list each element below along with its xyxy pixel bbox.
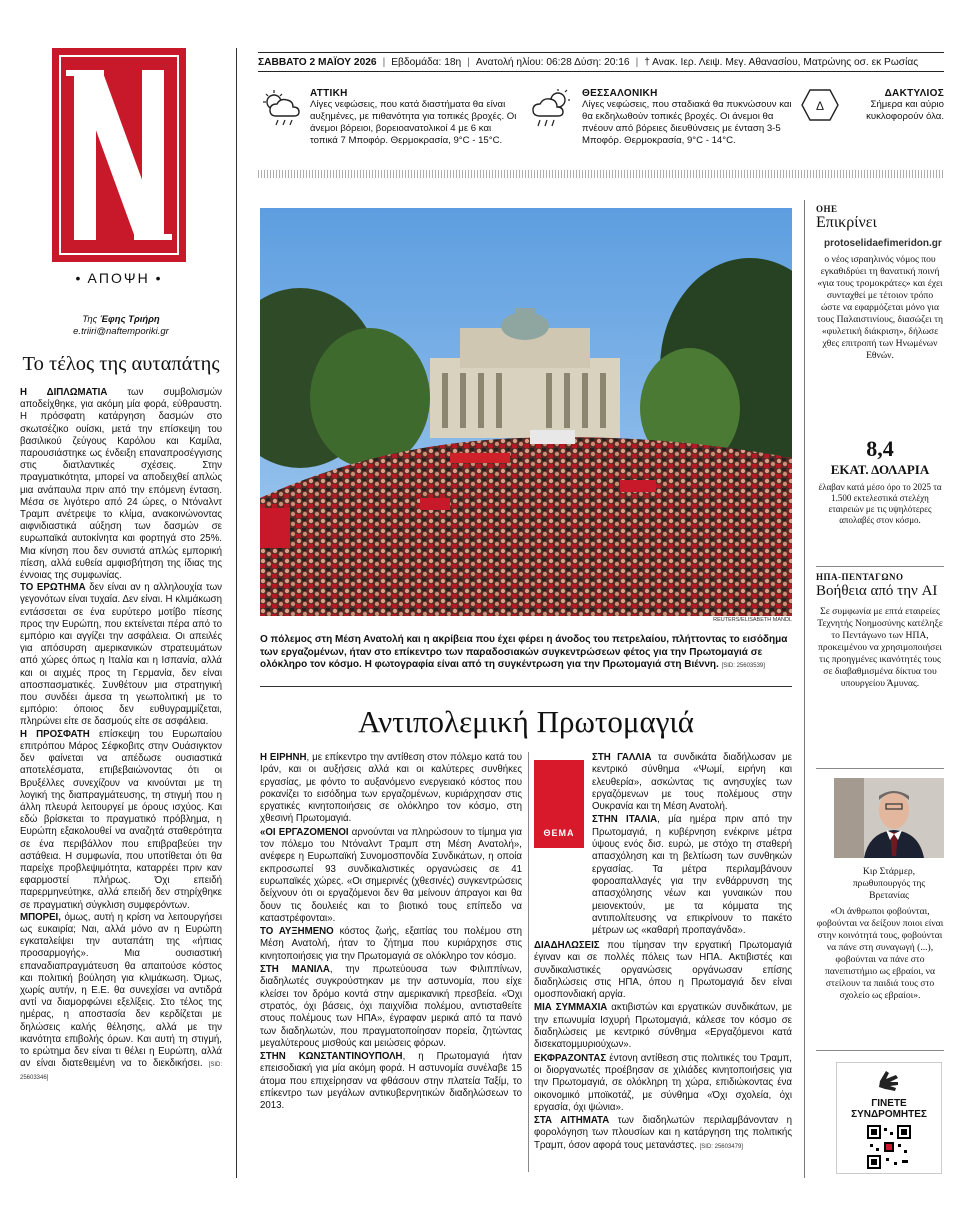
watermark: protoselidaefimeridon.gr bbox=[824, 238, 942, 249]
newspaper-logo bbox=[52, 48, 186, 262]
sidebar-headline: Επικρίνει bbox=[816, 214, 877, 231]
paragraph: ΣΤΑ ΑΙΤΗΜΑΤΑ των διαδηλωτών περιλαμβάνονταν η φορολόγηση των πλουσίων και η κατάργηση της πολιτικής Τραμπ, όσον αφορά τους μετανάστες. [SID: 25603479] bbox=[534, 1115, 792, 1151]
weather-city: ΑΤΤΙΚΗ bbox=[310, 88, 348, 99]
svg-text:Δ: Δ bbox=[815, 99, 825, 113]
ring-road-icon bbox=[800, 88, 840, 122]
paragraph: ΣΤΗ ΜΑΝΙΛΑ, την πρωτεύουσα των Φιλιππίνων, διαδηλωτές συγκρούστηκαν με την αστυνομία, που είχε κλείσει τον δρόμο κοντά στην αμερικανική πρεσβεία. «Όχι στρατός, όχι βάσεις, όχι παιχνίδια πολέμου, αντισταθείτε στους πολέμους των ΗΠΑ», έγραφαν μερικά από τα πανό των διαδηλωτών, που πραγματοποίησαν πορεία, ζητώντας μεγαλύτερους μισθούς και μειώσεις φόρων. bbox=[260, 964, 522, 1049]
author-name: Έφης Τριήρη bbox=[99, 314, 160, 325]
sidebar-text: Σε συμφωνία με επτά εταιρείες Τεχνητής Νοημοσύνης κατέληξε το Πεντάγωνο των ΗΠΑ, προκειμένου να χρησιμοποιήσει τις προηγμένες ικανότητές τους σε διαβαθμισμένα δίκτυα του υπουργείου Άμυνας. bbox=[817, 606, 943, 689]
topic-tag: ΘΕΜΑ bbox=[534, 760, 584, 848]
divider bbox=[816, 768, 944, 769]
sidebar-stat bbox=[816, 436, 944, 526]
paragraph: ΤΟ ΕΡΩΤΗΜΑ δεν είναι αν η αλληλουχία των γεγονότων είναι τυχαία. Δεν είναι. Η κλιμάκωση εντάσσεται σε ένα ευρύτερο μοτίβο πίεσης προς την Ευρώπη, που εκτείνεται πέρα από το εμπόριο και αγγίζει την ασφάλεια. Οι απειλές για απόσυρση αμερικανικών στρατευμάτων από χώρες όπως η Ιταλία και η Ισπανία, αλλά και οι αιχμές προς τη Γερμανία, δεν είναι αποσπασματικές. Συνθέτουν μια στρατηγική που συνδέει άμεσα τη γεωπολιτική με το εμπόριο: όποιος δεν ευθυγραμμίζεται, πληρώνει είτε σε δασμούς είτε σε ασφάλεια. bbox=[20, 582, 222, 728]
vienna-rally-photo bbox=[260, 208, 792, 616]
week-number: Εβδομάδα: 18η bbox=[391, 56, 462, 68]
stat-text: έλαβαν κατά μέσο όρο το 2025 τα 1.500 εκτελεστικά στελέχη εταιρειών με τις υψηλότερες απολαβές στον κόσμο. bbox=[818, 482, 942, 525]
stat-unit: ΕΚΑΤ. ΔΟΛΑΡΙΑ bbox=[830, 462, 930, 477]
weather-ring-road bbox=[800, 88, 944, 148]
article-column-2-top bbox=[592, 752, 792, 938]
sidebar-pentagon bbox=[816, 572, 944, 690]
photo-credit: REUTERS/ELISABETH MANDL bbox=[713, 617, 792, 623]
sidebar-headline: Βοήθεια από την AI bbox=[816, 583, 938, 599]
paragraph: ΔΙΑΔΗΛΩΣΕΙΣ που τίμησαν την εργατική Πρωτομαγιά έγιναν και σε πολλές πόλεις των ΗΠΑ. Ακτιβιστές και συνδικαλιστικές οργανώσεις οργάνωσαν επίσης διαδηλώσεις στις ΗΠΑ, όπου η Πρωτομαγιά δεν είναι ομοσπονδιακή αργία. bbox=[534, 940, 792, 1001]
quote-text: «Οι άνθρωποι φοβούνται, φοβούνται να δείξουν ποιοι είναι στην κοινότητά τους, φοβούνται να πάνε στη συναγωγή (...), φοβούνται να πάνε στο πανεπιστήμιο ως εβραίοι, να στείλουν τα παιδιά τους στο σχολείο ως εβραίοι». bbox=[816, 906, 944, 1001]
pointing-hand-icon bbox=[874, 1067, 904, 1093]
column-divider bbox=[236, 48, 237, 1178]
date-bar: ΣΑΒΒΑΤΟ 2 ΜΑΪΟΥ 2026 | Εβδομάδα: 18η | Ανατολή ηλίου: 06:28 Δύση: 20:16 | † Ανακ. Ιερ. Λειψ. Μεγ. Αθανασίου, Ματρώνης οσ. εκ Ρωσίας bbox=[258, 52, 944, 72]
article-column-2-bottom bbox=[534, 940, 792, 1154]
sidebar-label: ΗΠΑ-ΠΕΝΤΑΓΩΝΟ bbox=[816, 572, 904, 582]
paragraph: ΣΤΗΝ ΙΤΑΛΙΑ, μία ημέρα πριν από την Πρωτομαγιά, η κυβέρνηση ενέκρινε μέτρα ύψους ενός δισ. ευρώ, με στόχο τη σταθερή απασχόληση και τη βελτίωση των συνθηκών εργασίας. Τα μέτρα περιλαμβάνουν φοροαπαλλαγές για την ενθάρρυνση της απασχόλησης νέων και γυναικών που μειονεκτούν, με τα κόμματα της αντιπολίτευσης να επικρίνουν το πακέτο μέτρων ως «καθαρή προπαγάνδα». bbox=[592, 814, 792, 937]
sidebar-label: ΟΗΕ bbox=[816, 204, 838, 214]
cloud-rain-sun-icon bbox=[530, 88, 576, 132]
subscribe-box[interactable] bbox=[836, 1062, 942, 1174]
photo-caption: Ο πόλεμος στη Μέση Ανατολή και η ακρίβεια που έχει φέρει η άνοδος του πετρελαίου, πλήττοντας το εισόδημα των εργαζομένων, ήταν στο επίκεντρο των παραδοσιακών συγκεντρώσεων φέτος για την Πρωτομαγιά σε ολόκληρο τον κόσμο. Η φωτογραφία είναι από τη συγκέντρωση για την Πρωτομαγιά στη Βιέννη. [SID: 25603539] bbox=[260, 634, 788, 671]
paragraph: Η ΠΡΟΣΦΑΤΗ επίσκεψη του Ευρωπαίου επιτρόπου Μάρος Σέφκοβιτς στην Ουάσιγκτον δεν φαίνεται να απέδωσε ουσιαστικά αποτελέσματα, επιβεβαιώνοντας ότι οι Βρυξέλλες συνεχίζουν να κινούνται με τη λογική της διαπραγμάτευσης, τη στιγμή που η άλλη πλευρά λειτουργεί με όρους ισχύος. Και εδώ βρίσκεται το πραγματικό πρόβλημα, η Ευρώπη εξακολουθεί να αναζητά σταθερότητα σε ένα περιβάλλον που επιβραβεύει την αστάθεια. Η συμφωνία, που υποτίθεται ότι θα παρείχε προβλεψιμότητα, καταρρέει πριν καν εφαρμοστεί πλήρως. Όχι επειδή παρερμηνεύτηκε, αλλά επειδή δεν στηρίχθηκε σε πραγματική σύγκλιση συμφερόντων. bbox=[20, 728, 222, 911]
name-days: † Ανακ. Ιερ. Λειψ. Μεγ. Αθανασίου, Ματρώνης οσ. εκ Ρωσίας bbox=[644, 56, 919, 68]
stat-value: 8,4 bbox=[866, 436, 894, 461]
weather-city: ΔΑΚΤΥΛΙΟΣ bbox=[884, 88, 944, 99]
paragraph: Η ΔΙΠΛΩΜΑΤΙΑ των συμβολισμών αποδείχθηκε, για ακόμη μία φορά, εύθραυστη. Η πρόσφατη κατάργηση δασμών στο σκωτσέζικο ουίσκι, μετά την επίσκεψη του βασιλικού ζεύγους Καρόλου και Καμίλα, παρουσιάστηκε ως ένδειξη επαναπροσέγγισης στις διατλαντικές σχέσεις. Στην πραγματικότητα, μπορεί να αποδειχθεί απλώς μια ανάπαυλα πριν από την επόμενη ένταση. Μέσα σε λιγότερο από 24 ώρες, ο Ντόναλντ Τραμπ ανέτρεψε το κλίμα, ανακοινώνοντας αιφνιδιαστικά αύξηση των δασμών σε ευρωπαϊκά αυτοκίνητα και φορτηγά στο 25%. Μια κίνηση που δεν συνιστά απλώς εμπορική πίεση, αλλά ευθεία αμφισβήτηση της ίδιας της έννοιας της συμφωνίας. bbox=[20, 387, 222, 582]
opinion-column bbox=[20, 314, 222, 1085]
sidebar-text: ο νέος ισραηλινός νόμος που εγκαθιδρύει τη θανατική ποινή «για τους τρομοκράτες» και έχει συνταχθεί με τέτοιον τρόπο ώστε να εφαρμόζεται μόνο για τους Παλαιστινίους, διασώζει τη «φυλετική διάκριση», δήλωσε χθες επιτροπή των Ηνωμένων Εθνών. bbox=[817, 254, 943, 361]
issue-date: ΣΑΒΒΑΤΟ 2 ΜΑΪΟΥ 2026 bbox=[258, 56, 377, 68]
byline: Της Έφης Τριήρη bbox=[82, 314, 160, 325]
paragraph: ΜΙΑ ΣΥΜΜΑΧΙΑ ακτιβιστών και εργατικών συνδικάτων, με την επωνυμία Ισχυρή Πρωτομαγιά, κάλεσε τον κόσμο σε διαδηλώσεις με κεντρικό σύνθημα «Εργαζόμενοι κατά δισεκατομμυριούχων». bbox=[534, 1002, 792, 1051]
weather-text: Λίγες νεφώσεις, που σταδιακά θα πυκνώσουν και θα εκδηλωθούν τοπικές βροχές. Οι άνεμοι θα πνέουν από βόρειες διευθύνσεις με ένταση 3-5 Μποφόρ. Θερμοκρασία, 9°C - 14°C. bbox=[582, 99, 792, 146]
weather-attica bbox=[260, 88, 520, 162]
paragraph: «ΟΙ ΕΡΓΑΖΟΜΕΝΟΙ αρνούνται να πληρώσουν το τίμημα για τον πόλεμο του Ντόναλντ Τραμπ στη Μέση Ανατολή», ανέφερε η Ευρωπαϊκή Συνομοσπονδία Συνδικάτων, η οποία εκπροσωπεί 93 συνδικαλιστικές οργανώσεις σε 41 ευρωπαϊκές χώρες. «Οι σημερινές (χθεσινές) συγκεντρώσεις δείχνουν ότι οι εργαζόμενοι δεν θα μείνουν άπραγοι και θα δουν τις δουλειές και το βιοτικό τους επίπεδο να καταστρέφονται». bbox=[260, 826, 522, 924]
paragraph: ΕΚΦΡΑΖΟΝΤΑΣ έντονη αντίθεση στις πολιτικές του Τραμπ, οι διοργανωτές προέβησαν σε χιλιάδες κινητοποιήσεις για την Πρωτομαγιά, σε ολόκληρη τη χώρα, επιδιώκοντας ένα οικονομικό μποϊκοτάζ, με σύνθημα «Όχι σχολεία, όχι εργασία, όχι ψώνια». bbox=[534, 1052, 792, 1113]
main-photo bbox=[260, 208, 792, 616]
divider bbox=[816, 566, 944, 567]
starmer-portrait bbox=[834, 778, 944, 858]
decorative-stripes bbox=[258, 170, 944, 178]
column-divider bbox=[804, 200, 805, 1178]
paragraph: ΤΟ ΑΥΞΗΜΕΝΟ κόστος ζωής, εξαιτίας του πολέμου στη Μέση Ανατολή, ήταν το ζήτημα που κυριάρχησε στις κινητοποιήσεις για την Πρωτομαγιά σε ολόκληρο τον κόσμο. bbox=[260, 926, 522, 962]
sid-reference: [SID: 25603479] bbox=[699, 1143, 743, 1150]
article-column-1 bbox=[260, 752, 522, 1114]
cloud-sun-rain-icon bbox=[260, 88, 306, 128]
opinion-body bbox=[20, 387, 222, 1085]
column-divider bbox=[528, 752, 529, 1172]
sid-reference: [SID: 25603346] bbox=[20, 1062, 222, 1082]
weather-city: ΘΕΣΣΑΛΟΝΙΚΗ bbox=[582, 88, 658, 99]
opinion-title: Το τέλος της αυταπάτης bbox=[22, 353, 220, 375]
paragraph: Η ΕΙΡΗΝΗ, με επίκεντρο την αντίθεση στον πόλεμο κατά του Ιράν, και οι αυξήσεις αλλά και οι καλύτερες συνθήκες εργασίας, με φόντο το αυξανόμενο ενεργειακό κόστος που ροκανίζει το εισόδημα των εργαζομένων, κυριάρχησαν στις εργατικές κινητοποιήσεις σε ολόκληρο τον κόσμο, στη χθεσινή Πρωτομαγιά. bbox=[260, 752, 522, 825]
author-email[interactable]: e.triiri@naftemporiki.gr bbox=[73, 326, 169, 337]
weather-text: Λίγες νεφώσεις, που κατά διαστήματα θα είναι αυξημένες, με πιθανότητα για τοπικές βροχές. Οι άνεμοι βόρειοι, βορειοανατολικοί 4 με 6 και τοπικά 7 Μποφόρ. Θερμοκρασία, 9°C - 15°C. bbox=[310, 99, 517, 146]
subscribe-label: ΓΙΝΕΤΕ ΣΥΝΔΡΟΜΗΤΕΣ bbox=[851, 1098, 927, 1120]
paragraph: ΜΠΟΡΕΙ, όμως, αυτή η κρίση να λειτουργήσει ως ευκαιρία; Ναι, αλλά μόνο αν η Ευρώπη εγκαταλείψει την αυταπάτη της «ήπιας προσαρμογής». Μια ουσιαστική επαναδιαπραγμάτευση θα απαιτούσε κόστος και πολιτική βούληση για κλιμάκωση. Όμως, χωρίς αυτήν, η Ε.Ε. θα συνεχίσει να αντιδρά αντί να διαμορφώνει εξελίξεις. Στο τέλος της ημέρας, η αποστασία δεν κερδίζεται με δηλώσεις καλής θέλησης, αλλά με την ικανότητα επιβολής όρων. Και αυτή τη στιγμή, το ερώτημα δεν είναι τι θέλει η Ευρώπη, αλλά αν είναι διατεθειμένη να το διεκδικήσει. [SID: 25603346] bbox=[20, 911, 222, 1082]
weather-text: Σήμερα και αύριο κυκλοφορούν όλα. bbox=[866, 99, 944, 122]
article-headline: Αντιπολεμική Πρωτομαγιά bbox=[357, 704, 694, 739]
qr-code-icon[interactable] bbox=[866, 1124, 912, 1170]
portrait-image bbox=[834, 778, 944, 858]
paragraph: ΣΤΗ ΓΑΛΛΙΑ τα συνδικάτα διαδήλωσαν με κεντρικό σύνθημα «Ψωμί, ειρήνη και ελευθερία», ασκώντας τις ανησυχίες των εργαζόμενων με τους πολέμους στην Ουκρανία και τη Μέση Ανατολή. bbox=[592, 752, 792, 813]
section-name: • ΑΠΟΨΗ • bbox=[75, 270, 163, 286]
divider bbox=[260, 686, 792, 687]
logo-n-icon bbox=[52, 48, 186, 262]
sidebar-un bbox=[816, 204, 944, 362]
sunrise-sunset: Ανατολή ηλίου: 06:28 Δύση: 20:16 bbox=[475, 56, 630, 68]
quote-attribution: Κιρ Στάρμερ, πρωθυπουργός της Βρετανίας bbox=[852, 866, 926, 901]
divider bbox=[816, 1050, 944, 1051]
sid-reference: [SID: 25603539] bbox=[721, 663, 765, 670]
weather-thessaloniki bbox=[530, 88, 792, 162]
paragraph: ΣΤΗΝ ΚΩΝΣΤΑΝΤΙΝΟΥΠΟΛΗ, η Πρωτομαγιά ήταν επεισοδιακή για μία ακόμη φορά. Η αστυνομία συνέλαβε 15 άτομα που επιχείρησαν να φθάσουν στην πλατεία Ταξίμ, το επίκεντρο των μεγάλων αντικυβερνητικών διαδηλώσεων το 2013. bbox=[260, 1051, 522, 1112]
